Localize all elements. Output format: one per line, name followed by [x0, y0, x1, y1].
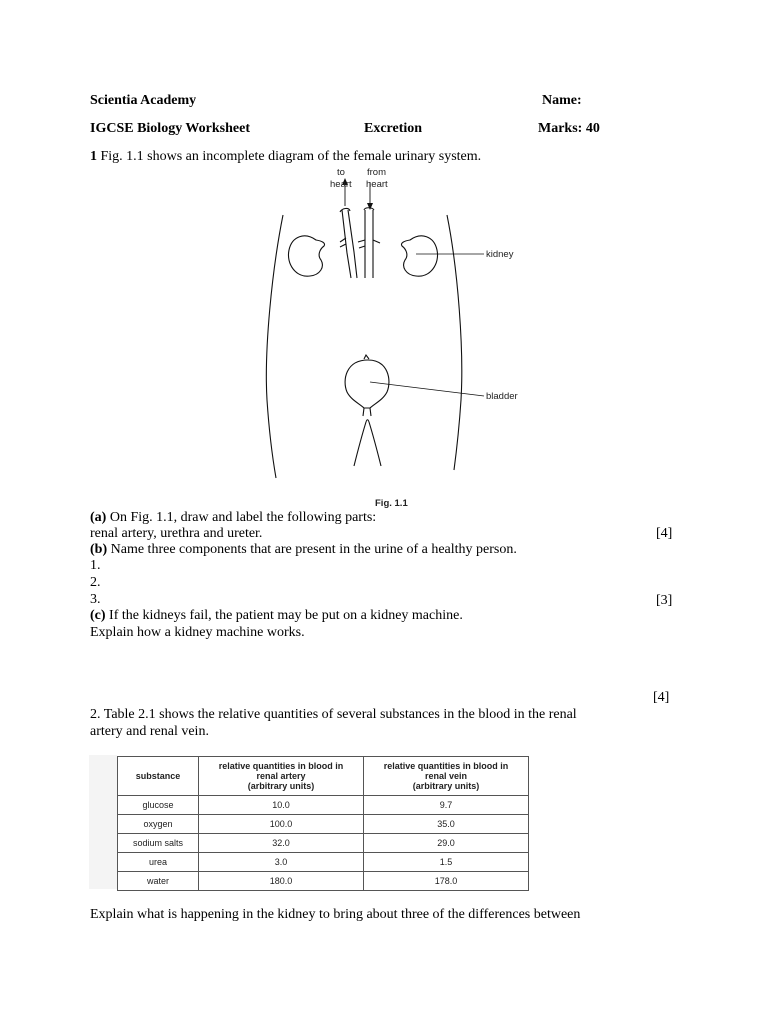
header-artery-line3: (arbitrary units)	[247, 781, 315, 791]
q1a-letter: (a)	[90, 510, 107, 525]
header-substance: substance	[118, 757, 199, 796]
table-row	[118, 853, 529, 872]
bladder-neck	[363, 408, 371, 416]
urinary-system-figure	[250, 160, 550, 510]
groin-curve	[366, 420, 369, 422]
cell-vein-value: 9.7	[364, 796, 529, 815]
header-artery-line1: relative quantities in blood in	[218, 761, 344, 771]
body-outline-right	[447, 215, 462, 470]
cell-artery-value: 180.0	[199, 872, 364, 891]
q1-intro-text: Fig. 1.1 shows an incomplete diagram of the female urinary system.	[97, 149, 482, 164]
label-to: to	[337, 167, 345, 178]
name-label: Name:	[542, 93, 582, 108]
q1b-answer-2: 2.	[90, 575, 101, 590]
cell-artery-value: 3.0	[199, 853, 364, 872]
header-artery-line2: renal artery	[256, 771, 306, 781]
q1b-marks: [3]	[656, 593, 673, 608]
vessel-from-heart	[365, 210, 373, 278]
inner-leg-right	[369, 422, 381, 466]
vessel-from-heart-cap	[364, 208, 374, 210]
cell-substance: glucose	[118, 796, 199, 815]
q1b-letter: (b)	[90, 542, 108, 557]
vessel-branch-right	[358, 240, 380, 248]
table-row	[118, 834, 529, 853]
cell-substance: water	[118, 872, 199, 891]
left-kidney	[288, 236, 324, 276]
worksheet-title: IGCSE Biology Worksheet	[90, 121, 250, 136]
marks-total: Marks: 40	[538, 121, 600, 136]
body-outline-left	[266, 215, 283, 478]
cell-substance: sodium salts	[118, 834, 199, 853]
topic-title: Excretion	[364, 121, 423, 136]
q1b-text: Name three components that are present in the urine of a healthy person.	[107, 542, 517, 557]
header-vein-line2: renal vein	[424, 771, 468, 781]
q1-number: 1	[90, 149, 97, 164]
q1b-answer-1: 1.	[90, 558, 101, 573]
inner-leg-left	[354, 422, 366, 466]
q1a-line	[90, 510, 376, 526]
label-heart-2: heart	[366, 179, 388, 190]
q1a-line2: renal artery, urethra and ureter.	[90, 526, 263, 541]
header-renal-artery	[199, 757, 364, 796]
bladder-top	[364, 355, 369, 359]
school-name: Scientia Academy	[90, 93, 197, 108]
q1c-marks: [4]	[653, 690, 670, 705]
cell-substance: urea	[118, 853, 199, 872]
label-kidney: kidney	[486, 249, 514, 260]
header-renal-vein	[364, 757, 529, 796]
right-kidney	[401, 236, 437, 276]
cell-artery-value: 100.0	[199, 815, 364, 834]
table-row	[118, 872, 529, 891]
cell-artery-value: 10.0	[199, 796, 364, 815]
figure-caption: Fig. 1.1	[375, 498, 408, 509]
label-heart-1: heart	[330, 179, 352, 190]
q1a-marks: [4]	[656, 526, 673, 541]
label-from: from	[367, 167, 386, 178]
q1c-text: If the kidneys fail, the patient may be put on a kidney machine.	[105, 608, 463, 623]
table-shadow	[89, 755, 117, 889]
cell-vein-value: 35.0	[364, 815, 529, 834]
q1c-line2: Explain how a kidney machine works.	[90, 625, 305, 640]
q1b-line	[90, 542, 517, 558]
q1b-answer-3: 3.	[90, 592, 101, 607]
table-row	[118, 815, 529, 834]
bladder-leader-line	[370, 382, 484, 396]
cell-substance: oxygen	[118, 815, 199, 834]
q1c-letter: (c)	[90, 608, 106, 623]
header-vein-line1: relative quantities in blood in	[383, 761, 509, 771]
table-header-row	[118, 757, 529, 796]
q1c-line	[90, 608, 463, 624]
q1a-text: On Fig. 1.1, draw and label the following parts:	[106, 510, 377, 525]
bladder-shape	[345, 360, 389, 408]
header-vein-line3: (arbitrary units)	[412, 781, 480, 791]
q2-intro-line2: artery and renal vein.	[90, 724, 209, 739]
cell-vein-value: 178.0	[364, 872, 529, 891]
q2-intro-line1: 2. Table 2.1 shows the relative quantities of several substances in the blood in the renal	[90, 707, 577, 722]
label-bladder: bladder	[486, 391, 518, 402]
cell-vein-value: 1.5	[364, 853, 529, 872]
vessel-to-heart	[342, 210, 357, 278]
cell-vein-value: 29.0	[364, 834, 529, 853]
substances-table	[117, 756, 529, 891]
q2-explain-text: Explain what is happening in the kidney to bring about three of the differences between	[90, 907, 581, 922]
table-row	[118, 796, 529, 815]
cell-artery-value: 32.0	[199, 834, 364, 853]
